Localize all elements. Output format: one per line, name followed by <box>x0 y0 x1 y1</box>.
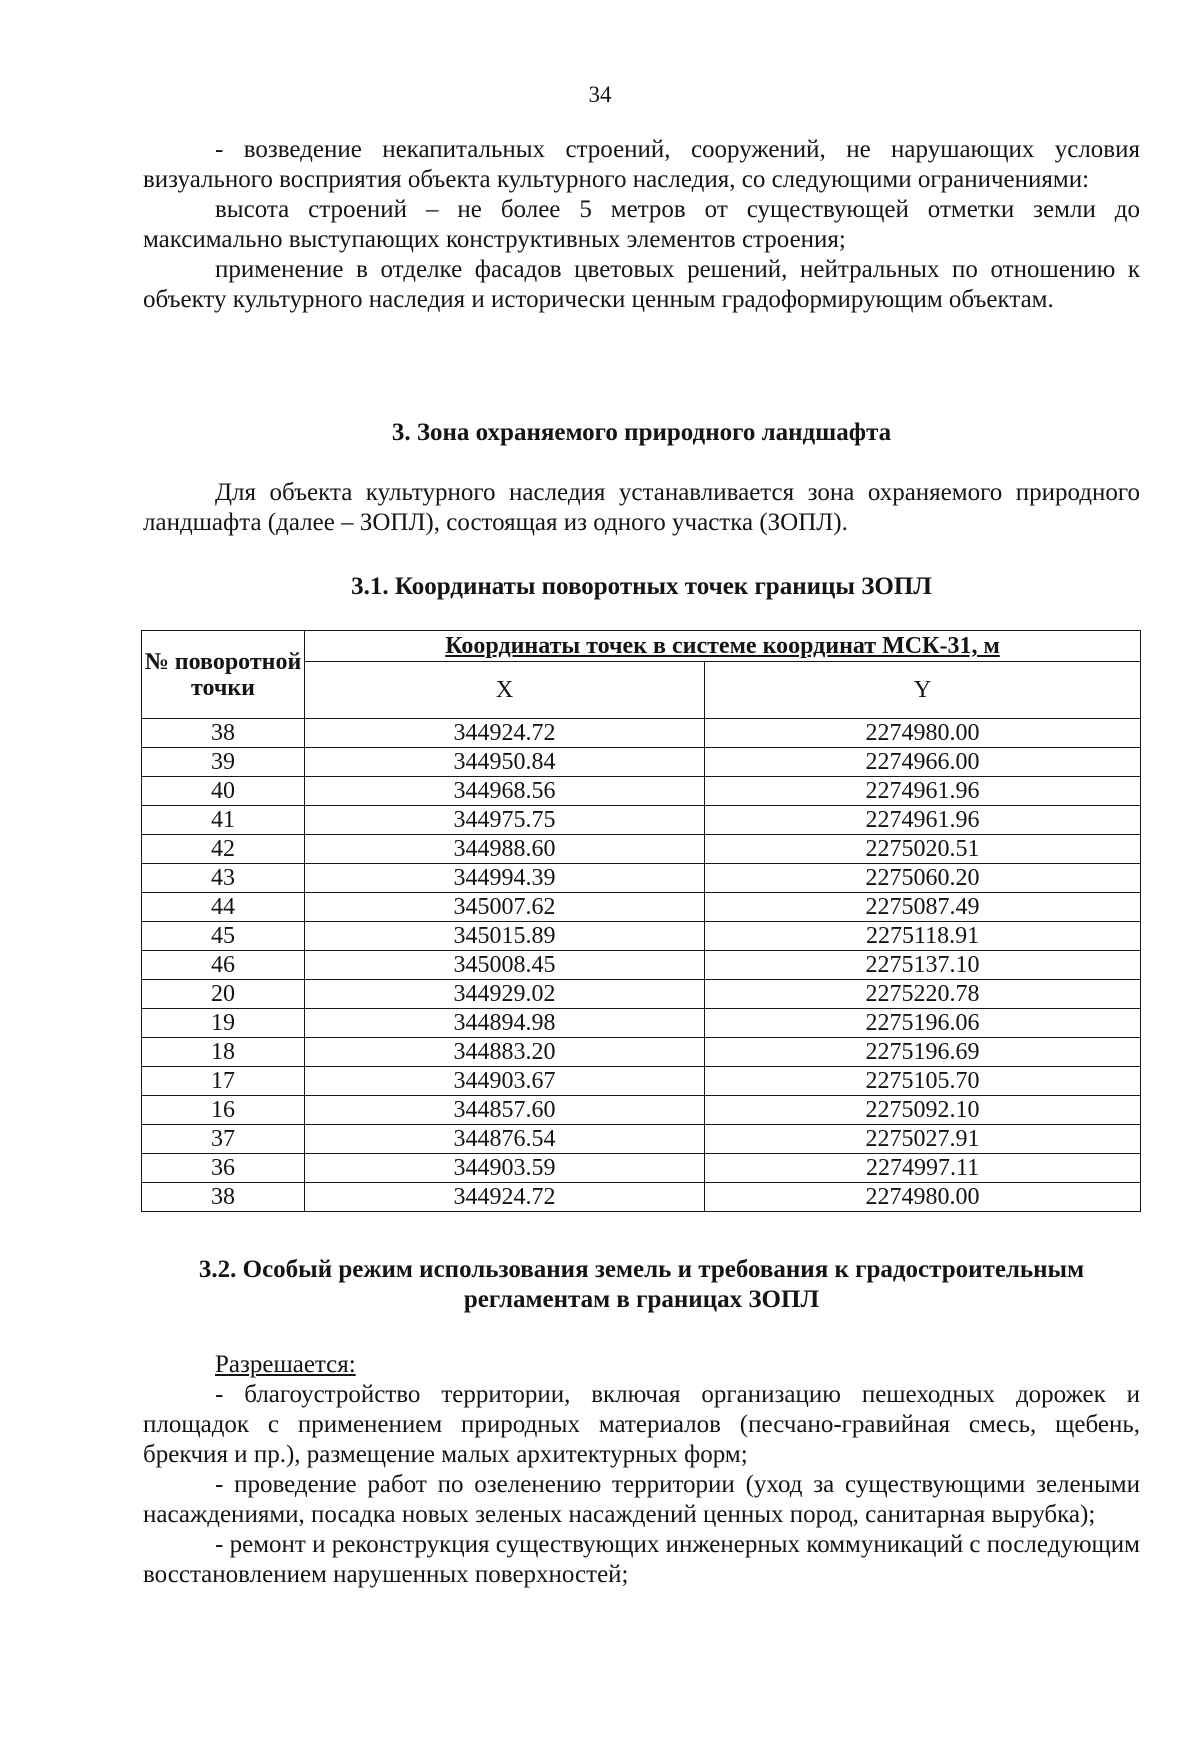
coord-x: 344924.72 <box>305 719 705 748</box>
coord-x: 344876.54 <box>305 1125 705 1154</box>
point-number: 42 <box>142 835 305 864</box>
table-row <box>142 1154 1141 1183</box>
coord-y: 2275137.10 <box>705 951 1141 980</box>
table-header-y: Y <box>705 662 1141 719</box>
table-row <box>142 1125 1141 1154</box>
allowed-item-3: - ремонт и реконструкция существующих инженерных коммуникаций с последующим восстановлением нарушенных поверхностей; <box>143 1531 1140 1588</box>
point-number: 44 <box>142 893 305 922</box>
table-row <box>142 1183 1141 1212</box>
coord-y: 2274961.96 <box>705 806 1141 835</box>
coord-y: 2275060.20 <box>705 864 1141 893</box>
coord-x: 344883.20 <box>305 1038 705 1067</box>
section-3-body <box>143 478 1140 538</box>
coord-y: 2275092.10 <box>705 1096 1141 1125</box>
coord-x: 345008.45 <box>305 951 705 980</box>
intro-paragraph-3: применение в отделке фасадов цветовых решений, нейтральных по отношению к объекту культурного наследия и исторически ценным градоформирующим объектам. <box>143 256 1140 313</box>
coord-x: 344924.72 <box>305 1183 705 1212</box>
coord-y: 2275087.49 <box>705 893 1141 922</box>
intro-paragraphs <box>143 135 1140 315</box>
coord-x: 344894.98 <box>305 1009 705 1038</box>
coord-y: 2275020.51 <box>705 835 1141 864</box>
coord-x: 345007.62 <box>305 893 705 922</box>
point-number: 20 <box>142 980 305 1009</box>
table-row <box>142 893 1141 922</box>
section-3-2-title-line-1: 3.2. Особый режим использования земель и требования к градостроительным <box>198 1256 1085 1283</box>
coord-x: 345015.89 <box>305 922 705 951</box>
point-number: 39 <box>142 748 305 777</box>
point-number: 45 <box>142 922 305 951</box>
point-number: 40 <box>142 777 305 806</box>
coord-y: 2274997.11 <box>705 1154 1141 1183</box>
coord-y: 2275105.70 <box>705 1067 1141 1096</box>
intro-paragraph-1: - возведение некапитальных строений, сооружений, не нарушающих условия визуального восприятия объекта культурного наследия, со следующими ограничениями: <box>143 136 1140 193</box>
point-number: 46 <box>142 951 305 980</box>
point-number: 38 <box>142 719 305 748</box>
table-row <box>142 864 1141 893</box>
section-3-paragraph: Для объекта культурного наследия устанавливается зона охраняемого природного ландшафта (далее – ЗОПЛ), состоящая из одного участка (ЗОПЛ). <box>143 479 1140 536</box>
allowed-item-2: - проведение работ по озеленению территории (уход за существующими зелеными насаждениями, посадка новых зеленых насаждений ценных пород, санитарная вырубка); <box>143 1471 1140 1528</box>
coord-y: 2275118.91 <box>705 922 1141 951</box>
coord-x: 344950.84 <box>305 748 705 777</box>
section-3-title: 3. Зона охраняемого природного ландшафта <box>391 419 892 446</box>
coord-y: 2275196.06 <box>705 1009 1141 1038</box>
table-row <box>142 835 1141 864</box>
table-row <box>142 980 1141 1009</box>
section-3-2-title-line-2: регламентам в границах ЗОПЛ <box>463 1286 820 1313</box>
table-row <box>142 1038 1141 1067</box>
coord-y: 2275220.78 <box>705 980 1141 1009</box>
coord-x: 344988.60 <box>305 835 705 864</box>
allowed-item-1: - благоустройство территории, включая организацию пешеходных дорожек и площадок с применением природных материалов (песчано-гравийная смесь, щебень, брекчия и пр.), размещение малых архитектурных форм; <box>143 1381 1140 1468</box>
table-row <box>142 1096 1141 1125</box>
section-3-2-body <box>143 1350 1140 1590</box>
table-row <box>142 806 1141 835</box>
point-number: 18 <box>142 1038 305 1067</box>
table-row <box>142 922 1141 951</box>
coord-x: 344903.59 <box>305 1154 705 1183</box>
coordinates-table <box>141 630 1141 1212</box>
allowed-label: Разрешается: <box>215 1351 356 1378</box>
table-row <box>142 777 1141 806</box>
intro-paragraph-2: высота строений – не более 5 метров от существующей отметки земли до максимально выступающих конструктивных элементов строения; <box>143 196 1140 253</box>
page-number: 34 <box>588 82 612 107</box>
coord-x: 344929.02 <box>305 980 705 1009</box>
table-header-coordinates-text: Координаты точек в системе координат МСК-31, м <box>445 633 1000 659</box>
table-header-point-number: № поворотной точки <box>142 631 305 719</box>
coord-x: 344968.56 <box>305 777 705 806</box>
section-3-1-title: 3.1. Координаты поворотных точек границы ЗОПЛ <box>351 573 932 600</box>
coord-y: 2274966.00 <box>705 748 1141 777</box>
point-number: 17 <box>142 1067 305 1096</box>
table-row <box>142 951 1141 980</box>
coord-y: 2274961.96 <box>705 777 1141 806</box>
point-number: 19 <box>142 1009 305 1038</box>
point-number: 37 <box>142 1125 305 1154</box>
table-header-coordinates <box>305 631 1141 662</box>
point-number: 38 <box>142 1183 305 1212</box>
coord-y: 2275027.91 <box>705 1125 1141 1154</box>
point-number: 36 <box>142 1154 305 1183</box>
coord-x: 344857.60 <box>305 1096 705 1125</box>
table-row <box>142 719 1141 748</box>
coord-y: 2275196.69 <box>705 1038 1141 1067</box>
table-row <box>142 1009 1141 1038</box>
coord-x: 344994.39 <box>305 864 705 893</box>
section-3-2-title <box>143 1255 1140 1315</box>
point-number: 41 <box>142 806 305 835</box>
coord-y: 2274980.00 <box>705 719 1141 748</box>
table-row <box>142 748 1141 777</box>
table-row <box>142 1067 1141 1096</box>
point-number: 16 <box>142 1096 305 1125</box>
table-header-x: X <box>305 662 705 719</box>
coord-y: 2274980.00 <box>705 1183 1141 1212</box>
coord-x: 344903.67 <box>305 1067 705 1096</box>
coord-x: 344975.75 <box>305 806 705 835</box>
point-number: 43 <box>142 864 305 893</box>
